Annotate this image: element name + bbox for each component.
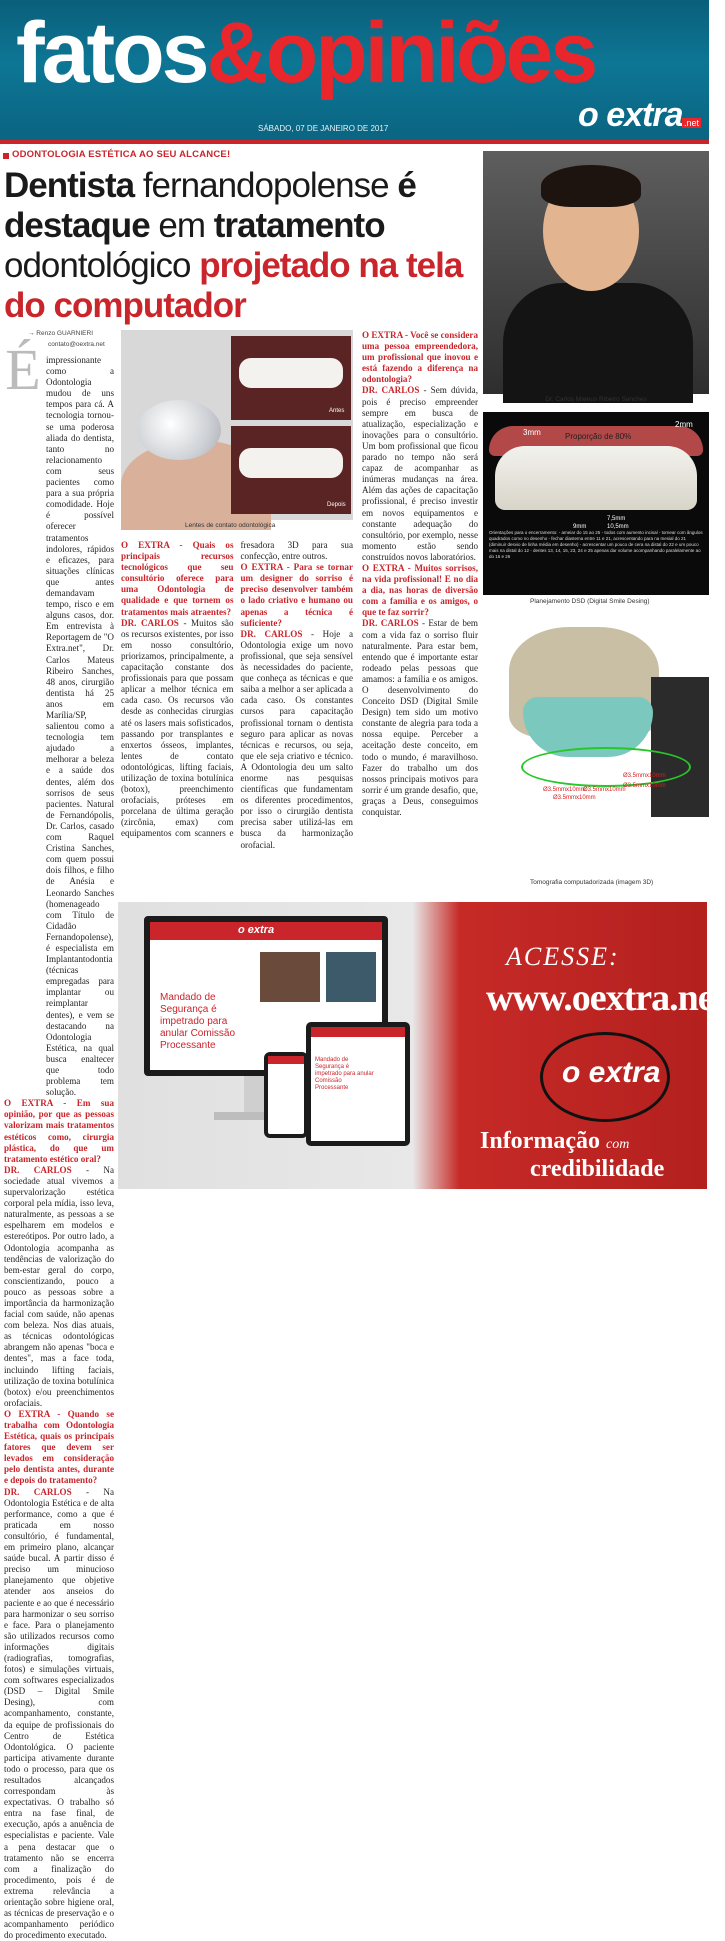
answer-5-label: DR. CARLOS <box>362 385 420 396</box>
headline-w6: odontológico <box>4 246 200 285</box>
question-2: O EXTRA - Quando se trabalha com Odontologia Estética, quais os principais fatores que devem ser levados em consideração pelo dentista antes, durante e depois do tratamento? <box>4 1408 114 1486</box>
question-1: O EXTRA - Em sua opinião, por que as pessoas valorizam mais tratamentos estéticos como, cirurgia plástica, do que um tratamento estético oral? <box>4 1098 114 1164</box>
ad-monitor-brand: o extra <box>238 924 275 936</box>
ad-monitor-image-1 <box>260 952 320 1002</box>
headline-w7: projetado na tela do computador <box>4 246 463 325</box>
ad-tablet-headline: Mandado de Segurança é impetrado para anular Comissão Processante <box>315 1057 374 1091</box>
teeth-shape <box>495 446 697 510</box>
masthead-divider <box>0 140 709 144</box>
lens-caption: Lentes de contato odontológica <box>185 522 276 529</box>
question-4: O EXTRA - Para se tornar um designer do sorriso é preciso desenvolver também o lado criativo e humano ou apenas a técnica é suficiente? <box>240 562 353 628</box>
ad-monitor-header <box>150 922 382 940</box>
headline-w5: tratamento <box>213 206 385 245</box>
teeth-before <box>239 358 343 388</box>
answer-3-label: DR. CARLOS <box>121 617 179 628</box>
ct-photo <box>483 607 709 877</box>
ad-tablet-header <box>311 1027 405 1037</box>
byline-email[interactable]: contato@oextra.net <box>48 341 105 348</box>
ad-tag-informacao: Informação <box>480 1128 600 1154</box>
oextra-advertisement[interactable] <box>118 902 725 1189</box>
dsd-notes: Orientações para o encerramento: - ameiar do 15 ao 25 - todos com aumento incisal - tornear com ângulos quadrados como no desenho - fechar diastema entre 11 e 21, acrescentando para na mesial do 21 (diminuir desvio de linha média em desenho) - acrescentar um pouco de cera na distal do 22 e um pouco mais na distal do 12 - dentes 13, 14, 15, 23, 24 e 25 apenas dar volume acompanhando paralelamente ao do 16 e 26 <box>489 530 703 559</box>
byline: → Renzo GUARNIERI <box>28 330 94 337</box>
answer-3: - Muitos são os recursos existentes, por isso em nosso consultório, priorizamos, principalmente, a capacitação constante dos profissionais para que possam aplicar a melhor técnica em cada caso. Os recursos vão desde as conhecidas cirurgias até os lasers mais sofisticados, passando por transplantes e enxertos ósseos, implantes, lentes de contato odontológicas, lifting faciais, utilização de toxina botulínica (botox), preenchimento orofaciais, próteses em porcelana de última geração (zircônia, emax) com equipamentos com scanners e fresadora 3D para sua confecção, entre outros. <box>121 540 353 839</box>
after-label: Depois <box>327 502 346 508</box>
title-opinioes: opiniões <box>265 5 596 101</box>
title-ampersand: & <box>206 5 266 101</box>
masthead <box>0 0 709 140</box>
answer-2: - Na Odontologia Estética e de alta performance, como a que é praticada em nosso consultório, é fundamental, em primeiro plano, alcançar saúde bucal. A partir disso é preciso um minucioso planejamento que objetive atender aos anseios do paciente e ao que é necessário para harmonizar o seu sorriso e face. Para o planejamento são utilizados recursos como informações digitais (radiografias, tomografias, fotos) e simulações virtuais, com softwares especializados (DSD – Digital Smile Desing), com acompanhamento, constante, da equipe de profissionais do Centro de Estética Odontológica. O paciente participa ativamente durante todo o processo, para que os resultados alcançados correspondam às expectativas. O trabalho só entra na fase final, de execução, após a anuência de especialistas e paciente. Vale a pena destacar que o tratamento não se encerra com a finalização do procedimento, pois é de extrema relevância a orientação sobre higiene oral, as técnicas de preservação e o acompanhamento periódico do procedimento executado. <box>4 1486 114 1941</box>
portrait-photo <box>483 151 709 394</box>
contact-lens-shape <box>137 400 221 460</box>
section-kicker: ODONTOLOGIA ESTÉTICA AO SEU ALCANCE! <box>12 149 231 160</box>
answer-1: - Na sociedade atual vivemos a supervalorização estética corporal pela mídia, isso leva, naturalmente, as pessoas a se espelharem em modelos e estereótipos. Por outro lado, a Odontologia acompanha as tendências de valorização do bem-estar geral do corpo, conscientizando, pouco a pouco as pessoas sobre a importância da harmonização facial com saúde, não apenas com beleza. Nos dias atuais, as técnicas odontológicas abrangem não apenas "boca e dentes", mas a face toda, incluindo lifting faciais, utilização de toxina botulínica (botox) e/ou preenchimentos orofaciais. <box>4 1164 114 1408</box>
answer-1-label: DR. CARLOS <box>4 1164 72 1175</box>
article-column-2-3 <box>121 540 353 900</box>
ad-acesse: ACESSE: <box>506 942 620 971</box>
brand-suffix: .net <box>684 118 700 128</box>
answer-6-label: DR. CARLOS <box>362 618 419 629</box>
drop-cap: É <box>5 337 41 402</box>
teeth-after <box>239 448 343 478</box>
ad-monitor-image-2 <box>326 952 376 1002</box>
dsd-label-3mm: 3mm <box>523 428 541 437</box>
ad-monitor-headline: Mandado de Segurança é impetrado para anular Comissão Processante <box>160 992 236 1051</box>
article-headline <box>4 166 480 326</box>
ct-measure-1: Ø3.5mmx10mm <box>623 773 666 779</box>
question-3: O EXTRA - Quais os principais recursos tecnológicos que seu consultório oferece para uma Odontologia de qualidade e que tornem os tratamentos mais atraentes? <box>121 540 234 617</box>
ct-measure-2: Ø3.5mmx10mm <box>543 787 586 793</box>
ct-slice <box>651 677 709 817</box>
article-column-1 <box>4 355 114 1941</box>
headline-w1: Dentista <box>4 166 135 205</box>
answer-4-label: DR. CARLOS <box>240 628 303 639</box>
ad-phone-header <box>268 1056 304 1064</box>
article-column-4 <box>362 330 478 905</box>
lens-photo <box>121 330 353 520</box>
ct-measure-3: Ø3.5mmx10mm <box>583 787 626 793</box>
question-5: O EXTRA - Você se considera uma pessoa empreendedora, um profissional que inovou e está fazendo a diferença na odontologia? <box>362 330 478 385</box>
dsd-photo <box>483 412 709 595</box>
dsd-caption: Planejamento DSD (Digital Smile Desing) <box>530 598 650 605</box>
portrait-caption: Dr. Carlos Mateus Ribeiro Sanches <box>545 396 647 403</box>
ad-tagline-2: credibilidade <box>530 1156 665 1182</box>
portrait-hair <box>541 165 641 207</box>
ad-phone <box>264 1052 308 1138</box>
implant-guide-ring <box>521 747 691 787</box>
ct-caption: Tomografia computadorizada (imagem 3D) <box>530 879 654 886</box>
dsd-label-75mm: 7,5mm <box>607 516 626 522</box>
portrait-body <box>503 283 693 403</box>
answer-6: - Estar de bem com a vida faz o sorriso fluir naturalmente. Para estar bem, entendo que é importante estar rodeado pelas pessoas que amamos: a família e os amigos. O desenvolvimento do Conceito DSD (Digital Smile Design) tem sido um motivo constante de alegria para toda a nossa equipe. Perceber a aceitação deste conceito, em todo o mundo, é maravilhoso. Fazer do trabalho um dos nossos principais motivos para sorrir é um grande desafio, que, graças a Deus, conseguimos conquistar. <box>362 618 478 818</box>
title-fatos: fatos <box>16 5 207 101</box>
ad-tag-com: com <box>605 1137 630 1152</box>
ad-tablet <box>306 1022 410 1146</box>
dsd-label-9mm: 9mm <box>573 524 587 530</box>
ct-measure-4: Ø3.5mmx10mm <box>623 783 666 789</box>
headline-w2: fernandopolense <box>134 166 398 205</box>
answer-2-label: DR. CARLOS <box>4 1486 72 1497</box>
question-6: O EXTRA - Muitos sorrisos, na vida profissional! E no dia a dia, nas horas de diversão com a família e os amigos, o que te faz sorrir? <box>362 562 478 618</box>
kicker-square-icon <box>3 153 9 159</box>
before-label: Antes <box>329 408 345 414</box>
ct-measure-5: Ø3.5mmx10mm <box>553 795 596 801</box>
headline-w3: é destaque <box>4 166 416 245</box>
masthead-title <box>16 0 595 108</box>
edition-date: SÁBADO, 07 DE JANEIRO DE 2017 <box>258 124 389 133</box>
ad-tagline-1 <box>480 1128 629 1155</box>
answer-5: - Sem dúvida, pois é preciso empreender sempre em busca de atualização, especialização e inovações para o consultório. Um bom profissional que ficou parado no tempo não será capaz de acompanhar as inúmeras mudanças na área. Além das ações de capacitação profissional, é preciso investir em novos equipamentos e constante adequação do consultório, por exemplo, nesse momento estão sendo construídos novos laboratórios. <box>362 385 478 562</box>
headline-w4: em <box>149 206 214 245</box>
dsd-label-105mm: 10,5mm <box>607 524 629 530</box>
brand-logo: o extra <box>578 96 683 134</box>
dsd-label-proportion: Proporção de 80% <box>565 432 632 441</box>
dsd-label-2mm: 2mm <box>675 420 693 429</box>
answer-4: - Hoje a Odontologia exige um novo profissional, que seja sensível às necessidades do paciente, que conheça as técnicas e que saiba a melhor a ser aplicada a cada caso. Os constantes cursos para capacitação profissional tornam o dentista seguro para aplicar as novas técnicas e recursos, ou seja, que ele seja criativo e técnico. A Odontologia deu um salto enorme nas pesquisas científicas que fundamentam os diferentes procedimentos, por isso o cirurgião dentista precisa saber utilizá-las em busca da harmonização orofacial. <box>240 628 353 850</box>
lead-paragraph: impressionante como a Odontologia mudou de uns tempos para cá. A tecnologia tornou-se uma poderosa aliada do dentista, tanto no relacionamento com seus pacientes como para a sua própria comodidade. Hoje é possível oferecer tratamentos indolores, rápidos e eficazes, para situações clínicas que antes demandavam tempo, risco e em alguns casos, dor. Em entrevista à Reportagem de "O Extra.net", Dr. Carlos Mateus Ribeiro Sanches, 48 anos, cirurgião dentista há 25 anos em Marília/SP, salientou como a tecnologia tem ajudado a melhorar a beleza e a saúde dos dentes, além dos sorrisos de seus pacientes. Natural de Fernandópolis, Dr. Carlos, casado com Raquel Cristina Sanches, com quem possui dois filhos, e filho de Anésia e Leonardo Sanches (homenageado com Título de Cidadão Fernandopolense), é especialista em Implantantodontia (técnicas empregadas para implantar ou reimplantar dentes), e vem se destacando na Odontologia Estética, na qual busca enaltecer que todo problema tem solução. <box>46 355 114 1098</box>
ad-logo: o extra <box>562 1056 661 1089</box>
ad-url[interactable]: www.oextra.net <box>486 977 725 1019</box>
